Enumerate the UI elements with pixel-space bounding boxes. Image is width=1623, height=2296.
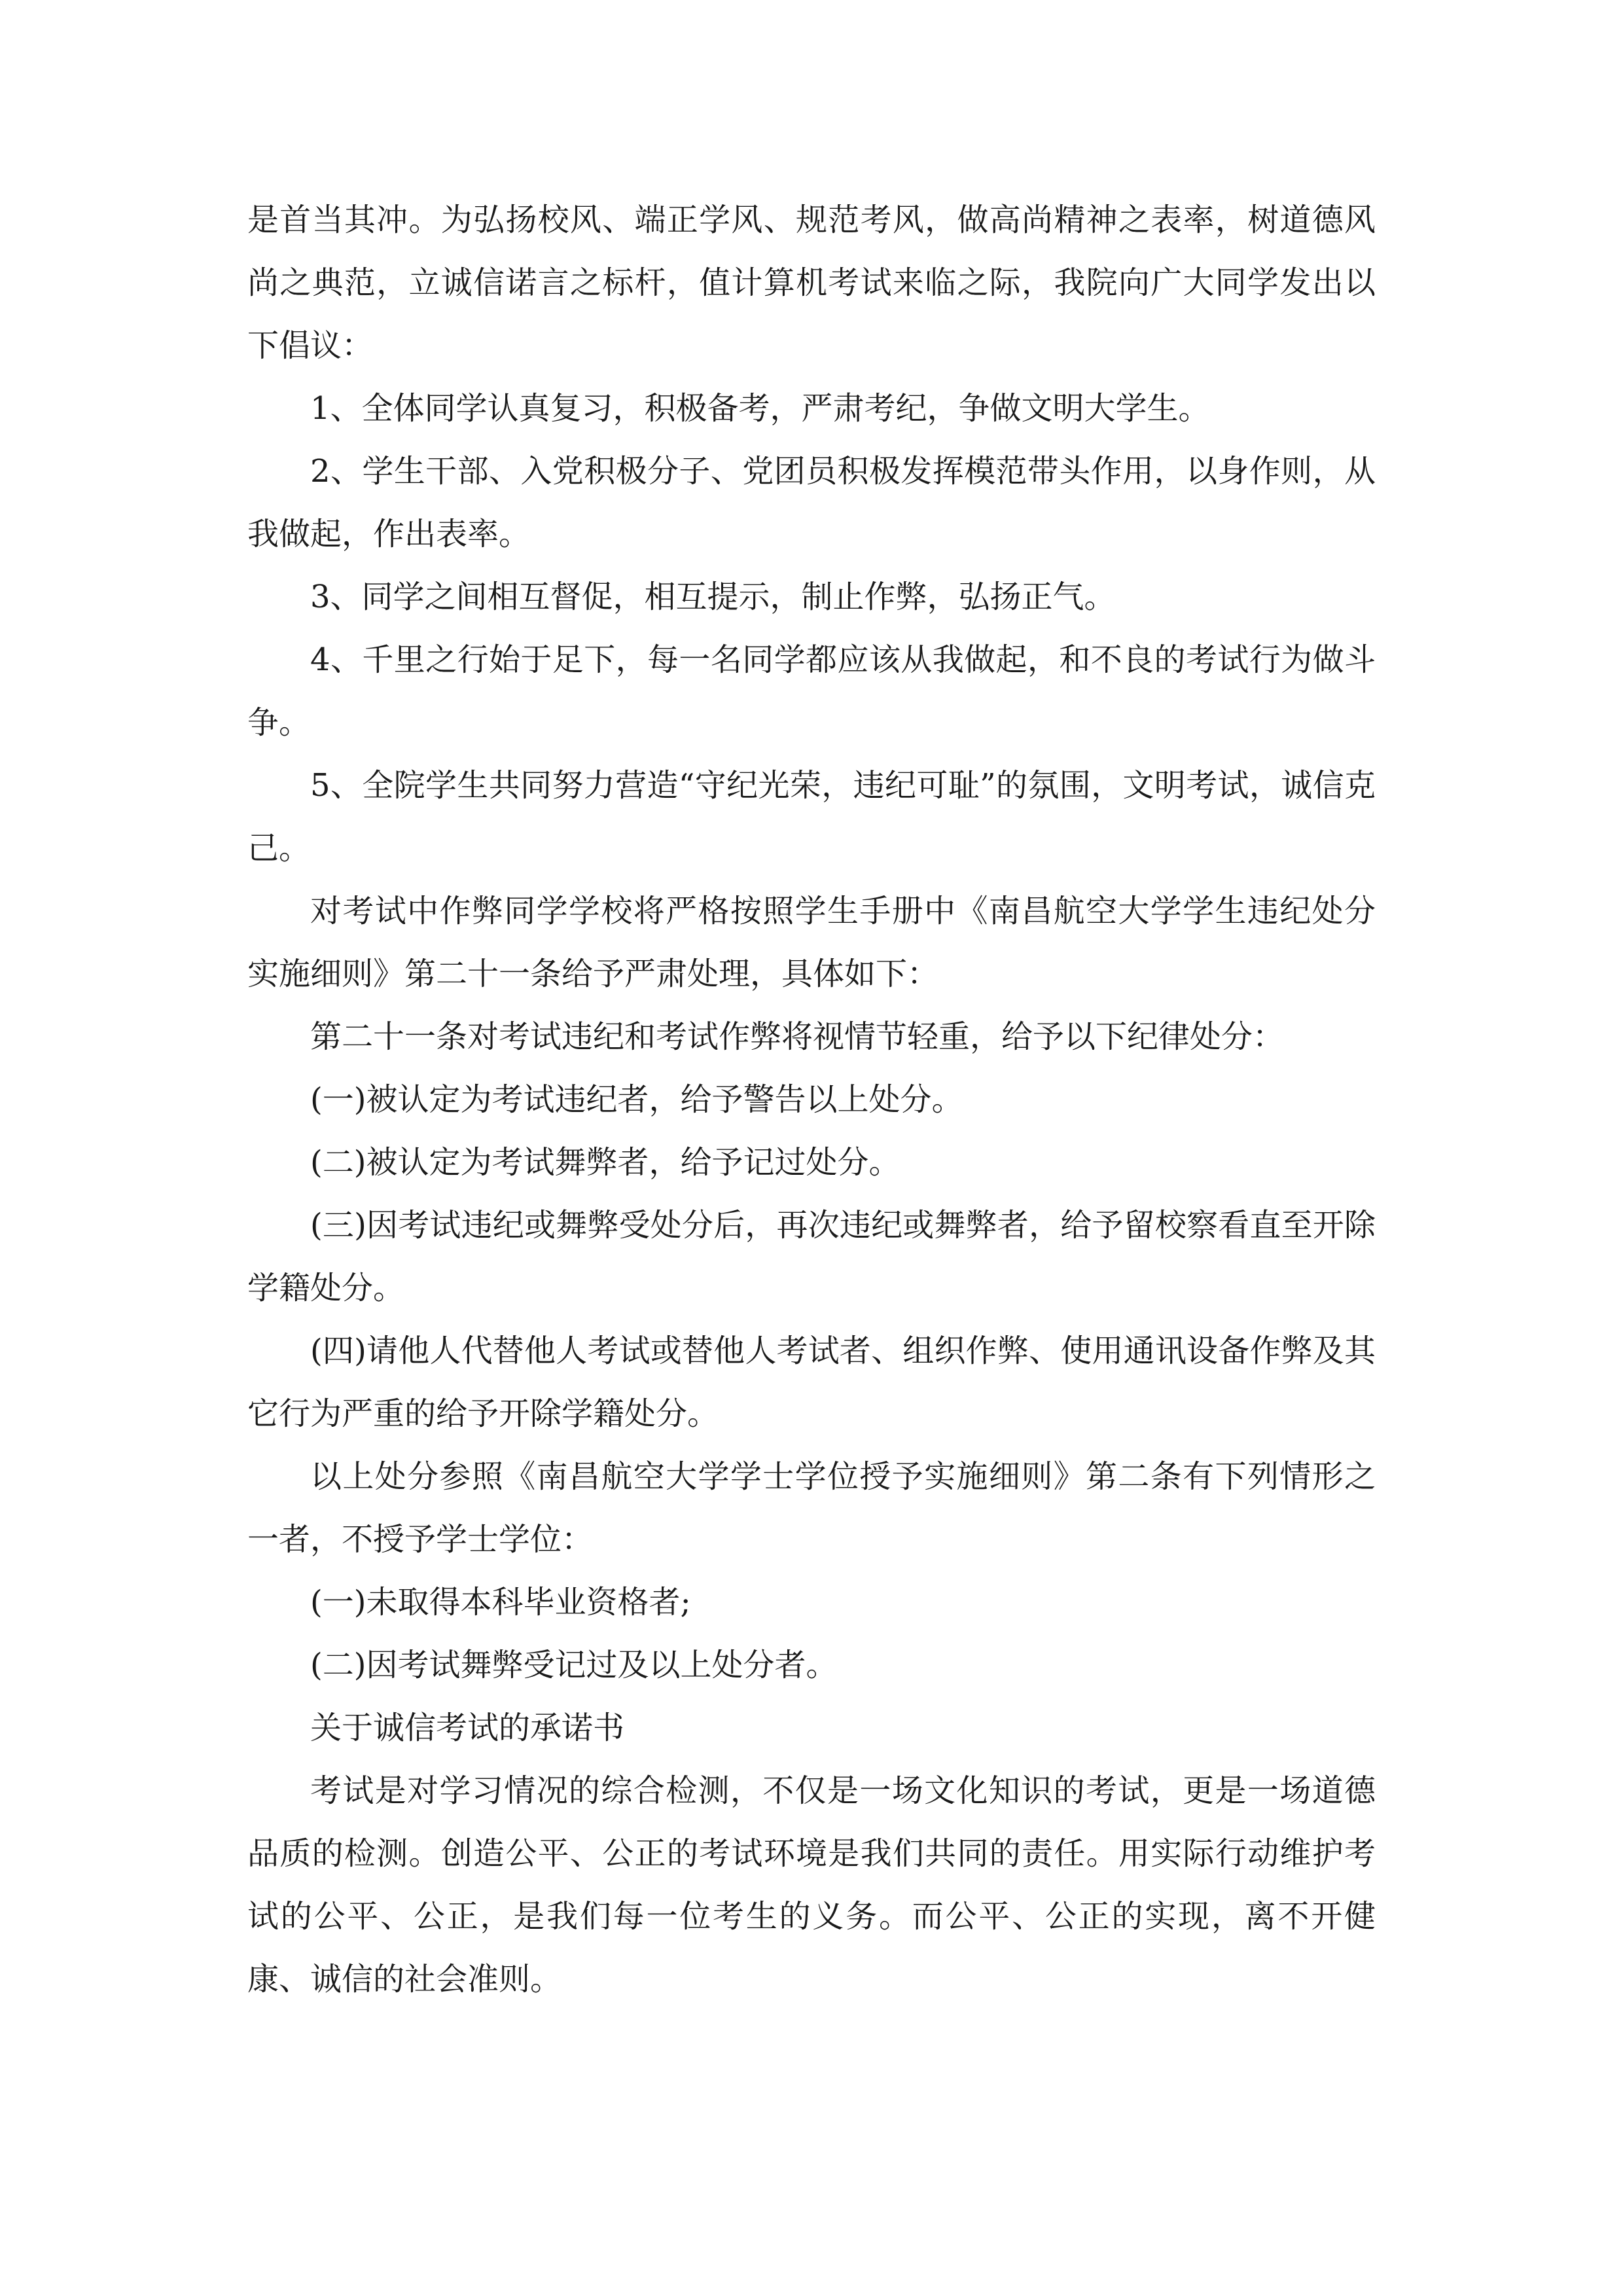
paragraph-clause-3: (三)因考试违纪或舞弊受处分后，再次违纪或舞弊者，给予留校察看直至开除学籍处分。 — [247, 1207, 1376, 1306]
paragraph-degree-clause-2: (二)因考试舞弊受记过及以上处分者。 — [310, 1647, 838, 1683]
paragraph-clause-2: (二)被认定为考试舞弊者，给予记过处分。 — [310, 1144, 901, 1181]
paragraph-item-4: 4、千里之行始于足下，每一名同学都应该从我做起，和不良的考试行为做斗争。 — [247, 641, 1376, 741]
paragraph-article-21: 第二十一条对考试违纪和考试作弊将视情节轻重，给予以下纪律处分： — [310, 1018, 1285, 1055]
paragraph-item-3: 3、同学之间相互督促，相互提示，制止作弊，弘扬正气。 — [310, 579, 1116, 615]
paragraph-item-2: 2、学生干部、入党积极分子、党团员积极发挥模范带头作用，以身作则，从我做起，作出表率。 — [247, 453, 1376, 552]
paragraph-item-5: 5、全院学生共同努力营造“守纪光荣，违纪可耻”的氛围，文明考试，诚信克己。 — [247, 767, 1376, 867]
paragraph-initiative-intro: 是首当其冲。为弘扬校风、端正学风、规范考风，做高尚精神之表率，树道德风尚之典范，立诚信诺言之标杆，值计算机考试来临之际，我院向广大同学发出以下倡议： — [247, 202, 1376, 364]
document-body — [247, 188, 1376, 2011]
paragraph-pledge-body: 考试是对学习情况的综合检测，不仅是一场文化知识的考试，更是一场道德品质的检测。创造公平、公正的考试环境是我们共同的责任。用实际行动维护考试的公平、公正，是我们每一位考生的义务。而公平、公正的实现，离不开健康、诚信的社会准则。 — [247, 1772, 1376, 1998]
paragraph-punishment-intro: 对考试中作弊同学学校将严格按照学生手册中《南昌航空大学学生违纪处分实施细则》第二十一条给予严肃处理，具体如下： — [247, 893, 1376, 992]
paragraph-degree-clause-1: (一)未取得本科毕业资格者; — [310, 1584, 691, 1621]
paragraph-degree-rule: 以上处分参照《南昌航空大学学士学位授予实施细则》第二条有下列情形之一者，不授予学士学位： — [247, 1458, 1376, 1558]
paragraph-item-1: 1、全体同学认真复习，积极备考，严肃考纪，争做文明大学生。 — [310, 390, 1210, 427]
paragraph-clause-4: (四)请他人代替他人考试或替他人考试者、组织作弊、使用通讯设备作弊及其它行为严重的给予开除学籍处分。 — [247, 1333, 1376, 1432]
section-title-pledge: 关于诚信考试的承诺书 — [310, 1710, 625, 1746]
paragraph-clause-1: (一)被认定为考试违纪者，给予警告以上处分。 — [310, 1081, 963, 1118]
